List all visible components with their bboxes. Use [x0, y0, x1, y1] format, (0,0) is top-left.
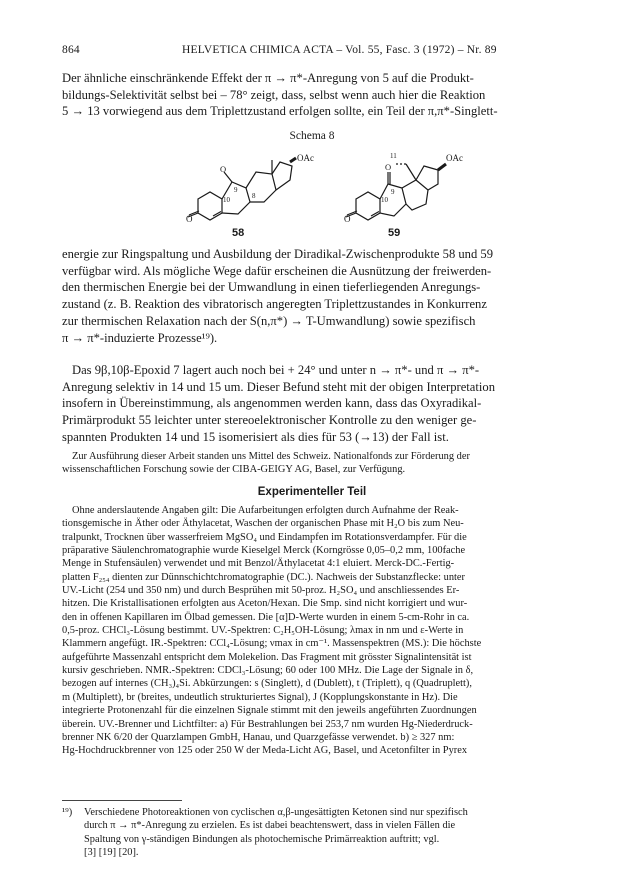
text-line: energie zur Ringspaltung und Ausbildung der Diradikal-Zwischenprodukte 58 und 59: [62, 247, 494, 261]
structure-59: [346, 164, 446, 220]
text-line: Klammern angefügt. IR.-Spektren: CCl₄-Lösung; νmax in cm⁻¹. Massenspektren (MS.): Die höchste: [62, 638, 482, 650]
atom-label-58: O: [220, 164, 227, 174]
text-line: Das 9β,10β-Epoxid 7 lagert auch noch bei + 24° und unter n → π*- und π → π*-: [72, 363, 480, 377]
side-chain-59: [406, 164, 416, 180]
paragraph-mid: [62, 246, 562, 346]
text-line: Ohne anderslautende Angaben gilt: Die Aufarbeitungen erfolgten durch Aufnahme der Reak-: [72, 505, 459, 516]
text-line: brenner NK 6/20 der Quarzlampen GmbH, Hanau, und Quarzgefässe verwendet. b) ≥ 327 nm:: [62, 731, 455, 743]
acknowledgement: [62, 450, 562, 477]
text-line: den in offenen Kapillaren im Ölbad gemessen. Die [α]D-Werte wurden in einem 5-cm-Rohr in ca.: [62, 611, 470, 623]
text-line: m (Multiplett), br (breites, undeutlich strukturiertes Signal), J (Kopplungskonstante in Hz). Die: [62, 691, 458, 703]
text-line: verfügbar wird. Als mögliche Wege dafür erscheinen die Ausnützung der freiwerden-: [62, 263, 492, 278]
text-line: zur thermischen Relaxation nach der S(n,π*) → T-Umwandlung) sowie spezifisch: [62, 313, 476, 328]
text-line: 5 → 13 vorwiegend aus dem Triplettzustand erfolgen sollte, ein Teil der π,π*-Singlett-: [62, 104, 498, 119]
text-line: bildungs-Selektivität selbst bei – 78° zeigt, dass, selbst wenn auch hier die Reaktion: [62, 87, 486, 102]
atom-label-59: 9: [391, 188, 395, 196]
structure-58: [188, 158, 296, 220]
text-line: Primärprodukt 55 leichter unter stereoelektronischer Kontrolle zu den weniger ge-: [62, 413, 477, 428]
text-line: Verschiedene Photoreaktionen von cyclischen α,β-ungesättigten Ketonen sind nur spezifisch: [84, 807, 468, 818]
atom-label-59: 11: [390, 152, 397, 160]
ring-a-59: [356, 192, 380, 220]
ring-c-58: [246, 172, 276, 202]
text-line: zustand (z. B. Reaktion des vibratorisch angeregten Triplettzustandes in Konkurrenz: [62, 297, 487, 312]
text-line: Hg-Hochdruckbrenner von 125 oder 250 W der Meda-Licht AG, Basel, und Acetonfilter in Pyrex: [62, 745, 468, 757]
atom-label-59: O: [385, 162, 392, 172]
paragraph-epoxid: [62, 362, 562, 446]
running-head: HELVETICA CHIMICA ACTA – Vol. 55, Fasc. 3 (1972) – Nr. 89: [182, 44, 497, 56]
running-header: [62, 44, 562, 60]
text-line: Menge in Stufensäulen) verwendet und mit Benzol/Äthylacetat 4:1 eluiert. Merck-DC.-Fertig-: [62, 558, 455, 570]
footnote-rule: [62, 800, 182, 801]
text-line: überein. UV.-Brenner und Lichtfilter: a) Für Bestrahlungen bei 253,7 nm wurden Hg-Niederdruck-: [62, 718, 473, 730]
text-line: [3] [19] [20].: [84, 847, 139, 859]
text-line: platten F₂₅₄ dienten zur Dünnschichtchromatographie (DC.). Nachweis der Substanzflecke: unter: [62, 571, 465, 583]
text-line: durch π → π*-Anregung zu erzielen. Es ist dabei beachtenswert, dass in vielen Fällen die: [84, 820, 456, 832]
ring-a-58: [198, 192, 222, 220]
text-line: tionsgemische in Äther oder Äthylacetat, Waschen der organischen Phase mit H₂O bis zum Neu-: [62, 518, 464, 530]
text-line: kursiv geschrieben. NMR.-Spektren: CDCl₃-Lösung; 60 oder 100 MHz. Die Lage der Signale in δ,: [62, 665, 474, 677]
oxygen-label-58: O: [186, 214, 193, 224]
section-title: Experimenteller Teil: [257, 486, 367, 498]
text-line: den thermischen Energie bei der Umwandlung in einen tieferliegenden Anregungs-: [62, 280, 481, 295]
text-line: insofern in Übereinstimmung, als angenommen werden kann, dass das Oxyradikal-: [62, 396, 482, 411]
text-line: 0,5-proz. CHCl₃-Lösung bestimmt. UV.-Spektren: C₂H₅OH-Lösung; λmax in nm und ε-Werte in: [62, 625, 464, 637]
text-line: aufgeführte Massenzahl entspricht dem Molekelion. Das Fragment mit grösster Signalintensität ist: [62, 651, 472, 663]
footnote-mark: ¹⁹): [62, 807, 73, 818]
text-line: tralpunkt, Trocknen über wasserfreiem MgSO₄ und Eindampfen im Rotationsverdampfer. Für die: [62, 531, 467, 543]
text-line: Spaltung von γ-ständigen Bindungen als photochemische Primärreaktion auftritt; vgl.: [84, 833, 440, 845]
text-line: präparative Säulenchromatographie wurde Kieselgel Merck (Korngrösse 0,05–0,2 mm, 100fache: [62, 545, 466, 557]
text-line: Zur Ausführung dieser Arbeit standen uns Mittel des Schweiz. Nationalfonds zur Förderung der: [72, 451, 470, 462]
atom-label-58: 9: [234, 186, 238, 194]
ring-c-59: [402, 180, 428, 210]
schema-figure: [180, 144, 480, 239]
text-line: wissenschaftlichen Forschung sowie der CIBA-GEIGY AG, Basel, zur Verfügung.: [62, 464, 406, 476]
footnote-text: [84, 806, 562, 860]
substituent-59: OAc: [446, 153, 463, 163]
atom-label-58: 8: [252, 192, 256, 200]
schema-title: Schema 8: [289, 130, 335, 142]
oxygen-label-59: O: [344, 214, 351, 224]
experimental-text: [62, 504, 562, 758]
paragraph-top: [62, 70, 562, 120]
atom-label-58: 10: [223, 196, 230, 204]
atom-label-59: 10: [381, 196, 388, 204]
text-line: bezogen auf internes (CH₃)₄Si. Abkürzungen: s (Singlett), d (Dublett), t (Triplett), q (Quadruplett),: [62, 678, 472, 690]
text-line: UV.-Licht (254 und 350 nm) und durch Besprühen mit 50-proz. H₂SO₄ und anschliessendes Er-: [62, 585, 460, 597]
text-line: integrierte Protonenzahl für die einzelnen Signale stimmt mit den jeweils angeführten Zuordnungen: [62, 705, 477, 717]
ring-d-59: [416, 166, 438, 190]
page-number: 864: [62, 44, 80, 56]
text-line: spannten Produkten 14 und 15 isomerisiert als dies für 53 (→13) der Fall ist.: [62, 429, 449, 444]
text-line: Anregung selektiv in 14 und 15 um. Dieser Befund steht mit der obigen Interpretation: [62, 379, 495, 394]
text-line: π → π*-induzierte Prozesse¹⁹).: [62, 330, 218, 345]
compound-number-59: 59: [388, 227, 401, 239]
compound-number-58: 58: [232, 227, 245, 239]
substituent-58: OAc: [297, 153, 314, 163]
text-line: hitzen. Die Kristallisationen erfolgten aus Aceton/Hexan. Die Smp. sind nicht korrigiert und wur-: [62, 598, 468, 610]
text-line: Der ähnliche einschränkende Effekt der π → π*-Anregung von 5 auf die Produkt-: [62, 71, 474, 85]
